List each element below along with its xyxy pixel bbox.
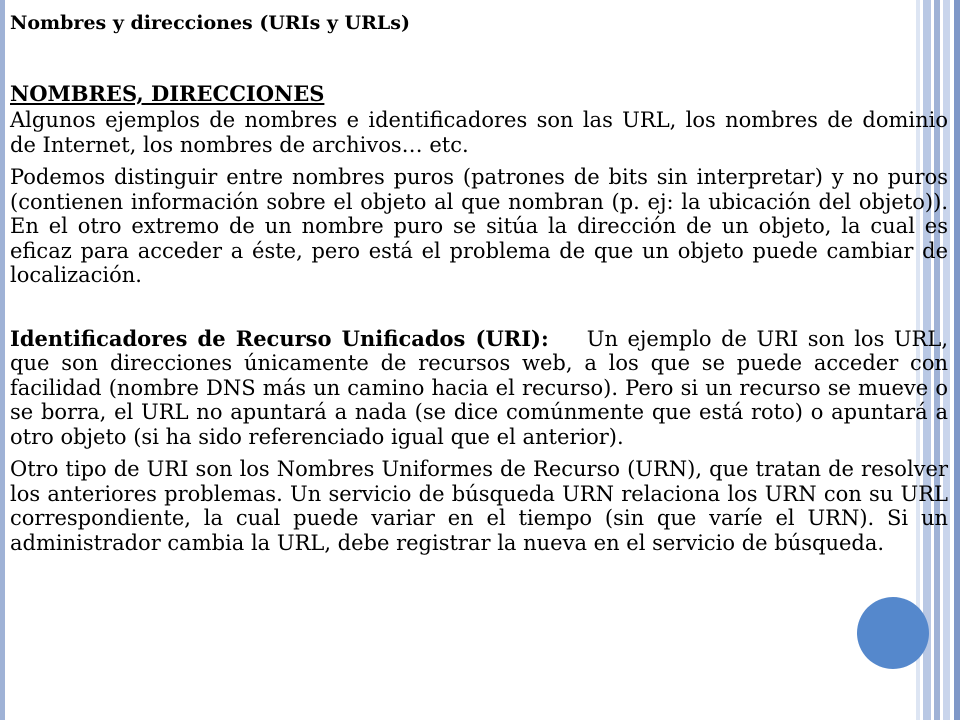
section-title: NOMBRES, DIRECCIONES (10, 81, 325, 106)
slide-small-title: Nombres y direcciones (URIs y URLs) (10, 12, 410, 34)
stripe (954, 0, 960, 720)
paragraph-pure-names: Podemos distinguir entre nombres puros (patrones de bits sin interpretar) y no puros (contienen información sobre el objeto al que nombran (p. ej: la ubicación del objeto)). En el otro extremo de un nombre puro se sitúa la dirección de un objeto, la cual es eficaz para acceder a éste, pero está el problema de que un objeto puede cambiar de localización. (10, 165, 948, 287)
paragraph-names-examples: Algunos ejemplos de nombres e identificadores son las URL, los nombres de dominio de Internet, los nombres de archivos… etc. (10, 108, 948, 157)
uri-description: Un ejemplo de URI son los URL, que son direcciones únicamente de recursos web, a los que se puede acceder con facilidad (nombre DNS más un camino hacia el recurso). Pero si un recurso se mueve o se borra, el URL no apuntará a nada (se dice comúnmente que está roto) o apuntará a otro objeto (si ha sido referenciado igual que el anterior). (10, 326, 948, 449)
left-border-stripe (0, 0, 5, 720)
uri-heading: Identificadores de Recurso Unificados (URI): (10, 325, 549, 351)
decorative-circle (857, 597, 929, 669)
paragraph-uri (10, 327, 948, 450)
slide-content (10, 10, 948, 555)
paragraph-urn: Otro tipo de URI son los Nombres Uniformes de Recurso (URN), que tratan de resolver los anteriores problemas. Un servicio de búsqueda URN relaciona los URN con su URL correspondiente, la cual puede variar en el tiempo (sin que varíe el URN). Si un administrador cambia la URL, debe registrar la nueva en el servicio de búsqueda. (10, 457, 948, 555)
